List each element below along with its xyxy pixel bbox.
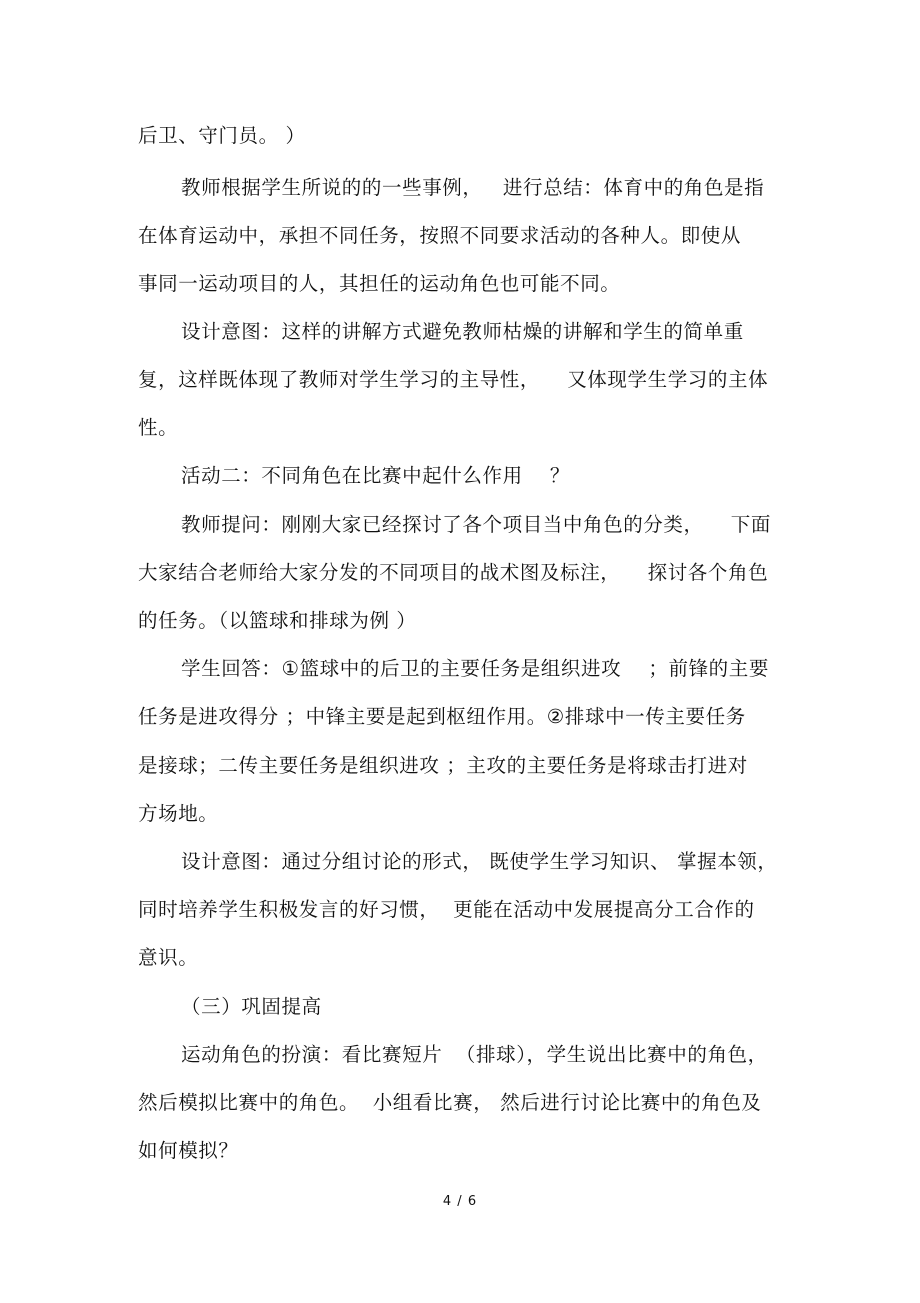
text-line: 教师提问：刚刚大家已经探讨了各个项目当中角色的分类， 下面 [181, 513, 771, 536]
text-line: 意识。 [138, 946, 199, 969]
text-line: 的任务。（以篮球和排球为例 ） [138, 609, 417, 632]
text-line: 性。 [138, 416, 179, 439]
text-line: 设计意图：通过分组讨论的形式， 既使学生学习知识、 掌握本领， [181, 850, 778, 873]
text-line: 复，这样既体现了教师对学生学习的主导性， 又体现学生学习的主体 [138, 368, 769, 391]
text-line: 大家结合老师给大家分发的不同项目的战术图及标注， 探讨各个角色 [138, 561, 769, 584]
text-line: 运动角色的扮演：看比赛短片 （排球），学生说出比赛中的角色， [181, 1043, 768, 1066]
text-line: 任务是进攻得分 ；中锋主要是起到枢纽作用。②排球中一传主要任务 [138, 705, 746, 728]
section-heading: （三）巩固提高 [181, 995, 322, 1018]
text-line: 后卫、守门员。 ） [138, 124, 306, 147]
text-line: 活动二：不同角色在比赛中起什么作用 ？ [181, 464, 570, 487]
text-line: 教师根据学生所说的的一些事例， 进行总结：体育中的角色是指 [181, 176, 765, 199]
text-line: 方场地。 [138, 802, 219, 825]
text-line: 如何模拟？ [138, 1139, 239, 1162]
text-line: 事同一运动项目的人，其担任的运动角色也可能不同。 [138, 272, 621, 295]
text-line: 在体育运动中，承担不同任务，按照不同要求活动的各种人。即使从 [138, 224, 742, 247]
text-line: 设计意图：这样的讲解方式避免教师枯燥的讲解和学生的简单重 [181, 320, 744, 343]
text-line: 然后模拟比赛中的角色。 小组看比赛， 然后进行讨论比赛中的角色及 [138, 1091, 762, 1114]
text-line: 学生回答：①篮球中的后卫的主要任务是组织进攻 ；前锋的主要 [181, 657, 769, 680]
text-line: 同时培养学生积极发言的好习惯， 更能在活动中发展提高分工合作的 [138, 898, 755, 921]
page-number: 4 / 6 [442, 1194, 478, 1209]
text-line: 是接球；二传主要任务是组织进攻 ；主攻的主要任务是将球击打进对 [138, 754, 748, 777]
